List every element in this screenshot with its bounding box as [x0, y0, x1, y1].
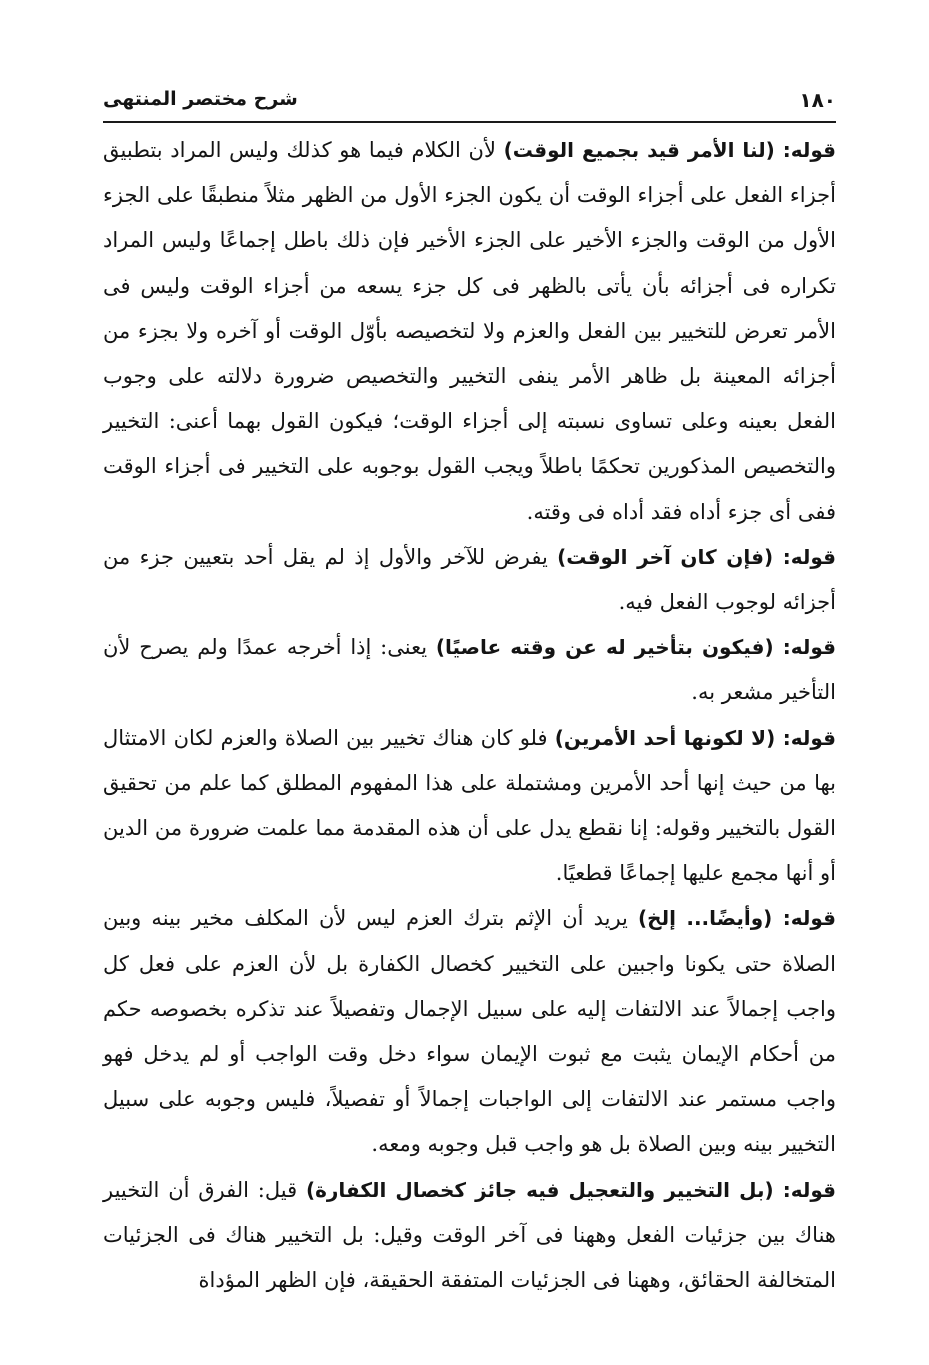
- page-header: [103, 86, 836, 120]
- paragraph-text: يريد أن الإثم بترك العزم ليس لأن المكلف مخير بينه وبين الصلاة حتى يكونا واجبين على التخيير كخصال الكفارة بل لأن العزم على فعل كل واجب إجمالاً عند الالتفات إليه على سبيل الإجمال وتفصيلاً عند تذكره بخصوصه حكم من أحكام الإيمان يثبت مع ثبوت الإيمان سواء دخل وقت الواجب أو لم يدخل فهو واجب مستمر عند الالتفات إلى الواجبات إجمالاً أو تفصيلاً، فليس وجوبه على سبيل التخيير بينه وبين الصلاة بل هو واجب قبل وجوبه ومعه.: [103, 906, 836, 1157]
- paragraph-text: لأن الكلام فيما هو كذلك وليس المراد بتطبيق أجزاء الفعل على أجزاء الوقت أن يكون الجزء الأول من الظهر مثلاً منطبقًا على الجزء الأول من الوقت والجزء الأخير على الجزء الأخير فإن ذلك باطل إجماعًا وليس المراد تكراره فى أجزائه بأن يأتى بالظهر فى كل جزء يسعه من أجزاء الوقت وليس فى الأمر تعرض للتخيير بين الفعل والعزم ولا لتخصيصه بأوّل الوقت أو آخره ولا بجزء من أجزائه المعينة بل ظاهر الأمر ينفى التخيير والتخصيص ضرورة دلالته على وجوب الفعل بعينه وعلى تساوى نسبته إلى أجزاء الوقت؛ فيكون القول بهما أعنى: التخيير والتخصيص المذكورين تحكمًا باطلاً ويجب القول بوجوبه على التخيير فى أجزاء الوقت ففى أى جزء أداه فقد أداه فى وقته.: [103, 138, 836, 524]
- header-rule: [103, 121, 836, 123]
- paragraph: [103, 535, 836, 625]
- quoted-phrase: (فإن كان آخر الوقت): [557, 544, 774, 569]
- paragraph-lead: قوله:: [773, 635, 836, 660]
- quoted-phrase: (وأيضًا... إلخ): [638, 906, 773, 931]
- paragraph-text: يفرض للآخر والأول إذ لم يقل أحد بتعيين جزء من أجزائه لوجوب الفعل فيه.: [103, 544, 836, 615]
- paragraph-text: قيل: الفرق أن التخيير هناك بين جزئيات الفعل وههنا فى آخر الوقت وقيل: بل التخيير هناك فى الجزئيات المتخالفة الحقائق، وههنا فى الجزئيات المتفقة الحقيقة، فإن الظهر المؤداة: [103, 1177, 836, 1293]
- paragraph: [103, 896, 836, 1167]
- paragraph: [103, 128, 836, 535]
- paragraph-lead: قوله:: [773, 1177, 837, 1202]
- quoted-phrase: (بل التخيير والتعجيل فيه جائز كخصال الكفارة): [305, 1177, 774, 1202]
- paragraph-lead: قوله:: [773, 544, 836, 569]
- running-title: شرح مختصر المنتهى: [103, 88, 298, 110]
- page-number: ١٨٠: [799, 88, 836, 112]
- paragraph-lead: قوله:: [772, 906, 836, 931]
- paragraph-lead: قوله:: [775, 725, 836, 750]
- quoted-phrase: (فيكون بتأخير له عن وقته عاصيًا): [435, 635, 774, 660]
- paragraph: [103, 716, 836, 897]
- paragraph: [103, 1168, 836, 1304]
- paragraph-text: يعنى: إذا أخرجه عمدًا ولم يصرح لأن التأخير مشعر به.: [103, 635, 836, 705]
- quoted-phrase: (لنا الأمر قيد بجميع الوقت): [503, 138, 775, 162]
- paragraph-text: فلو كان هناك تخيير بين الصلاة والعزم لكان الامتثال بها من حيث إنها أحد الأمرين ومشتملة على هذا المفهوم المطلق كما علم من تحقيق القول بالتخيير وقوله: إنا نقطع يدل على أن هذه المقدمة مما علمت ضرورة من الدين أو أنها مجمع عليها إجماعًا قطعيًا.: [103, 725, 836, 886]
- paragraph-lead: قوله:: [774, 138, 837, 162]
- paragraph: [103, 625, 836, 715]
- page-body: [103, 128, 836, 1303]
- quoted-phrase: (لا لكونها أحد الأمرين): [554, 725, 776, 750]
